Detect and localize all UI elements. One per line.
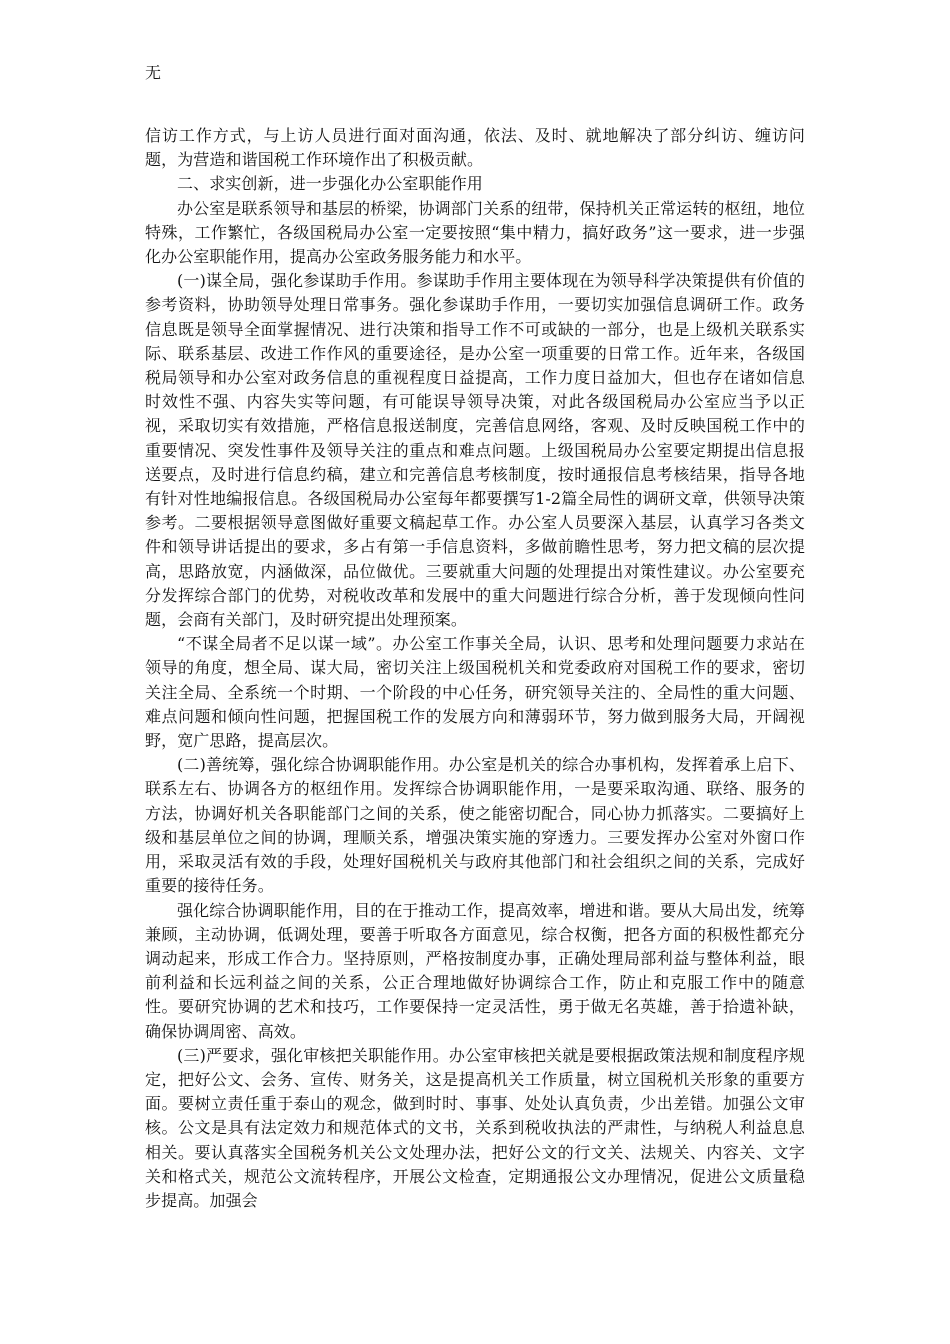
paragraph: (三)严要求，强化审核把关职能作用。办公室审核把关就是要根据政策法规和制度程序规定，把好公文、会务、宣传、财务关，这是提高机关工作质量，树立国税机关形象的重要方面。要树立责任重于泰山的观念，做到时时、事事、处处认真负责，少出差错。加强公文审核。公文是具有法定效力和规范体式的文书，关系到税收执法的严肃性，与纳税人利益息息相关。要认真落实全国税务机关公文处理办法，把好公文的行文关、法规关、内容关、文字关和格式关，规范公文流转程序，开展公文检查，定期通报公文办理情况，促进公文质量稳步提高。加强会: [145, 1045, 805, 1210]
section-heading: 二、求实创新，进一步强化办公室职能作用: [177, 174, 483, 194]
document-body: [145, 124, 805, 1213]
paragraph: 强化综合协调职能作用，目的在于推动工作，提高效率，增进和谐。要从大局出发，统筹兼顾，主动协调，低调处理，要善于听取各方面意见，综合权衡，把各方面的积极性都充分调动起来，形成工作合力。坚持原则，严格按制度办事，正确处理局部利益与整体利益，眼前利益和长远利益之间的关系，公正合理地做好协调综合工作，防止和克服工作中的随意性。要研究协调的艺术和技巧，工作要保持一定灵活性，勇于做无名英雄，善于拾遗补缺，确保协调周密、高效。: [145, 900, 805, 1041]
paragraph: (一)谋全局，强化参谋助手作用。参谋助手作用主要体现在为领导科学决策提供有价值的参考资料，协助领导处理日常事务。强化参谋助手作用，一要切实加强信息调研工作。政务信息既是领导全面掌握情况、进行决策和指导工作不可或缺的一部分，也是上级机关联系实际、联系基层、改进工作作风的重要途径，是办公室一项重要的日常工作。近年来，各级国税局领导和办公室对政务信息的重视程度日益提高，工作力度日益加大，但也存在诸如信息时效性不强、内容失实等问题，有可能误导领导决策，对此各级国税局办公室应当予以正视，采取切实有效措施，严格信息报送制度，完善信息网络，客观、及时反映国税工作中的重要情况、突发性事件及领导关注的重点和难点问题。上级国税局办公室要定期提出信息报送要点，及时进行信息约稿，建立和完善信息考核制度，按时通报信息考核结果，指导各地有针对性地编报信息。各级国税局办公室每年都要撰写1-2篇全局性的调研文章，供领导决策参考。二要根据领导意图做好重要文稿起草工作。办公室人员要深入基层，认真学习各类文件和领导讲话提出的要求，多占有第一手信息资料，多做前瞻性思考，努力把文稿的层次提高，思路放宽，内涵做深，品位做优。三要就重大问题的处理提出对策性建议。办公室要充分发挥综合部门的优势，对税收改革和发展中的重大问题进行综合分析，善于发现倾向性问题，会商有关部门，及时研究提出处理预案。: [145, 271, 805, 630]
header-mark: 无: [145, 63, 162, 82]
paragraph-continuation: 信访工作方式，与上访人员进行面对面沟通，依法、及时、就地解决了部分纠访、缠访问题，为营造和谐国税工作环境作出了积极贡献。: [145, 126, 805, 170]
paragraph: 办公室是联系领导和基层的桥梁，协调部门关系的纽带，保持机关正常运转的枢纽，地位特殊，工作繁忙，各级国税局办公室一定要按照“集中精力，搞好政务”这一要求，进一步强化办公室职能作用，提高办公室政务服务能力和水平。: [145, 198, 805, 267]
paragraph: (二)善统筹，强化综合协调职能作用。办公室是机关的综合办事机构，发挥着承上启下、联系左右、协调各方的枢纽作用。发挥综合协调职能作用，一是要采取沟通、联络、服务的方法，协调好机关各职能部门之间的关系，使之能密切配合，同心协力抓落实。二要搞好上级和基层单位之间的协调，理顺关系，增强决策实施的穿透力。三要发挥办公室对外窗口作用，采取灵活有效的手段，处理好国税机关与政府其他部门和社会组织之间的关系，完成好重要的接待任务。: [145, 755, 805, 896]
paragraph: “不谋全局者不足以谋一域”。办公室工作事关全局，认识、思考和处理问题要力求站在领导的角度，想全局、谋大局，密切关注上级国税机关和党委政府对国税工作的要求，密切关注全局、全系统一个时期、一个阶段的中心任务，研究领导关注的、全局性的重大问题、难点问题和倾向性问题，把握国税工作的发展方向和薄弱环节，努力做到服务大局，开阔视野，宽广思路，提高层次。: [145, 634, 805, 751]
